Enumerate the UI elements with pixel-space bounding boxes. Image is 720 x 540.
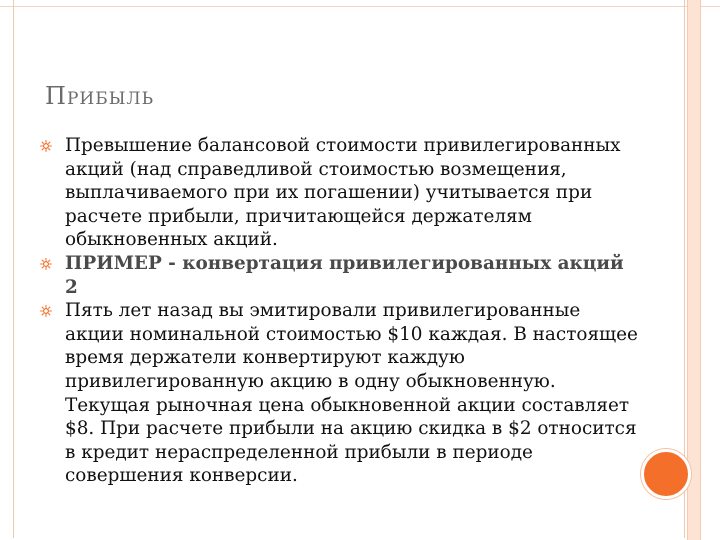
decorative-orange-circle — [641, 449, 691, 499]
bullet-item-3 — [40, 299, 640, 488]
bullet-list — [40, 134, 640, 488]
bullet-item-2 — [40, 252, 640, 299]
sun-bullet-icon — [40, 305, 52, 317]
sun-bullet-icon — [40, 140, 52, 152]
slide-title — [45, 82, 154, 110]
bullet-text: ПРИМЕР - конвертация привилегированных акций 2 — [65, 252, 624, 298]
sun-bullet-icon — [40, 258, 52, 270]
title-rest: РИБЫЛЬ — [66, 89, 155, 109]
bullet-text: Превышение балансовой стоимости привилегированных акций (над справедливой стоимостью возмещения, выплачиваемого при их погашении) учитывается при расчете прибыли, причитающейся держателям обыкновенных акций. — [65, 135, 621, 251]
bullet-text: Пять лет назад вы эмитировали привилегированные акции номинальной стоимостью $10 каждая. В настоящее время держатели конвертируют каждую привилегированную акцию в одну обыкновенную. Текущая рыночная цена обыкновенной акции составляет $8. При расчете прибыли на акцию скидка в $2 относится в кредит нераспределенной прибыли в периоде совершения конверсии. — [65, 300, 638, 487]
title-first-letter: П — [45, 82, 67, 110]
bullet-item-1 — [40, 134, 640, 252]
decorative-side-bar — [687, 0, 701, 540]
